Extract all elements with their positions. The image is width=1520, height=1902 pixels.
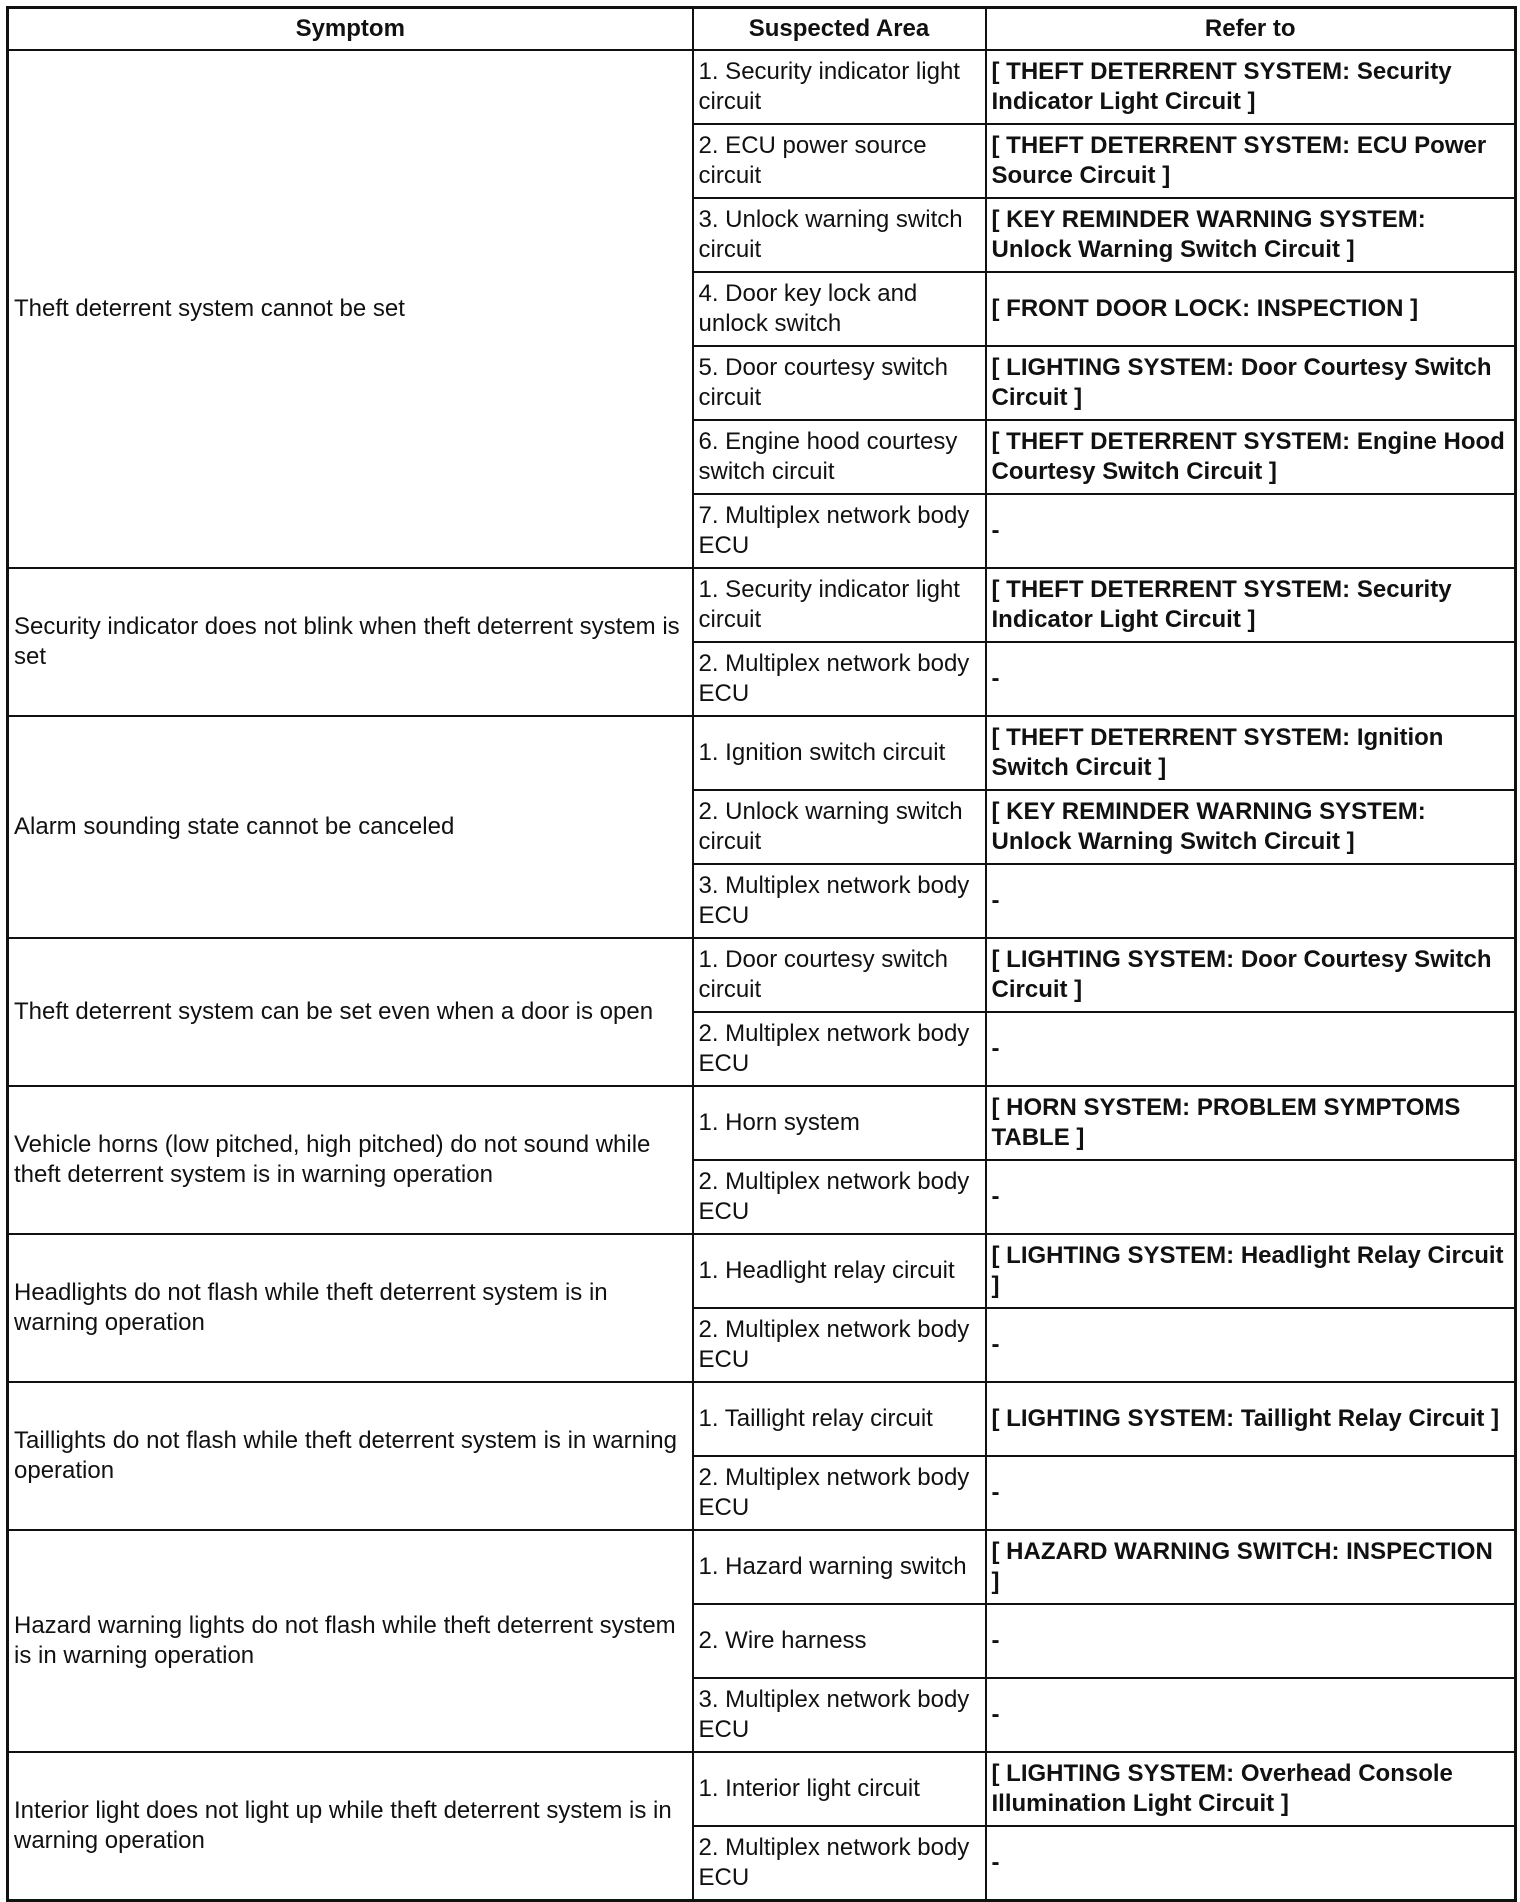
table-row <box>8 938 1516 1012</box>
refer-to-cell: - <box>986 1604 1516 1678</box>
refer-to-cell: [ THEFT DETERRENT SYSTEM: Engine Hood Courtesy Switch Circuit ] <box>986 420 1516 494</box>
symptom-cell: Security indicator does not blink when theft deterrent system is set <box>8 568 693 716</box>
refer-to-cell: - <box>986 1160 1516 1234</box>
suspected-area-cell: 2. ECU power source circuit <box>693 124 986 198</box>
suspected-area-cell: 1. Security indicator light circuit <box>693 50 986 124</box>
suspected-area-cell: 1. Interior light circuit <box>693 1752 986 1826</box>
symptom-cell: Headlights do not flash while theft deterrent system is in warning operation <box>8 1234 693 1382</box>
refer-to-cell: [ LIGHTING SYSTEM: Overhead Console Illumination Light Circuit ] <box>986 1752 1516 1826</box>
refer-to-cell: - <box>986 1012 1516 1086</box>
suspected-area-cell: 1. Ignition switch circuit <box>693 716 986 790</box>
suspected-area-cell: 1. Horn system <box>693 1086 986 1160</box>
suspected-area-cell: 7. Multiplex network body ECU <box>693 494 986 568</box>
suspected-area-cell: 2. Multiplex network body ECU <box>693 1308 986 1382</box>
suspected-area-cell: 2. Unlock warning switch circuit <box>693 790 986 864</box>
refer-to-cell: [ THEFT DETERRENT SYSTEM: Security Indicator Light Circuit ] <box>986 50 1516 124</box>
refer-to-cell: - <box>986 494 1516 568</box>
refer-to-cell: - <box>986 1678 1516 1752</box>
suspected-area-cell: 2. Wire harness <box>693 1604 986 1678</box>
header-row <box>8 8 1516 51</box>
table-row <box>8 1086 1516 1160</box>
symptom-cell: Hazard warning lights do not flash while theft deterrent system is in warning operation <box>8 1530 693 1752</box>
table-row <box>8 50 1516 124</box>
suspected-area-cell: 1. Security indicator light circuit <box>693 568 986 642</box>
symptom-cell: Taillights do not flash while theft deterrent system is in warning operation <box>8 1382 693 1530</box>
suspected-area-cell: 1. Taillight relay circuit <box>693 1382 986 1456</box>
table-row <box>8 568 1516 642</box>
symptom-cell: Theft deterrent system can be set even when a door is open <box>8 938 693 1086</box>
refer-to-cell: - <box>986 1456 1516 1530</box>
suspected-area-cell: 3. Multiplex network body ECU <box>693 1678 986 1752</box>
refer-to-cell: - <box>986 864 1516 938</box>
refer-to-cell: [ LIGHTING SYSTEM: Taillight Relay Circuit ] <box>986 1382 1516 1456</box>
suspected-area-cell: 5. Door courtesy switch circuit <box>693 346 986 420</box>
suspected-area-cell: 1. Headlight relay circuit <box>693 1234 986 1308</box>
refer-to-cell: [ LIGHTING SYSTEM: Door Courtesy Switch Circuit ] <box>986 938 1516 1012</box>
symptom-cell: Theft deterrent system cannot be set <box>8 50 693 568</box>
refer-to-cell: [ THEFT DETERRENT SYSTEM: Ignition Switch Circuit ] <box>986 716 1516 790</box>
table-body <box>8 50 1516 1901</box>
refer-to-cell: [ HAZARD WARNING SWITCH: INSPECTION ] <box>986 1530 1516 1604</box>
refer-to-cell: [ THEFT DETERRENT SYSTEM: ECU Power Source Circuit ] <box>986 124 1516 198</box>
suspected-area-cell: 6. Engine hood courtesy switch circuit <box>693 420 986 494</box>
refer-to-cell: - <box>986 1826 1516 1901</box>
suspected-area-cell: 1. Door courtesy switch circuit <box>693 938 986 1012</box>
suspected-area-cell: 3. Unlock warning switch circuit <box>693 198 986 272</box>
suspected-area-cell: 2. Multiplex network body ECU <box>693 642 986 716</box>
refer-to-cell: [ THEFT DETERRENT SYSTEM: Security Indicator Light Circuit ] <box>986 568 1516 642</box>
suspected-area-cell: 4. Door key lock and unlock switch <box>693 272 986 346</box>
refer-to-cell: [ LIGHTING SYSTEM: Door Courtesy Switch Circuit ] <box>986 346 1516 420</box>
refer-to-cell: [ KEY REMINDER WARNING SYSTEM: Unlock Warning Switch Circuit ] <box>986 790 1516 864</box>
suspected-area-cell: 2. Multiplex network body ECU <box>693 1456 986 1530</box>
header-refer-to: Refer to <box>986 8 1516 51</box>
refer-to-cell: [ HORN SYSTEM: PROBLEM SYMPTOMS TABLE ] <box>986 1086 1516 1160</box>
refer-to-cell: [ KEY REMINDER WARNING SYSTEM: Unlock Warning Switch Circuit ] <box>986 198 1516 272</box>
header-symptom: Symptom <box>8 8 693 51</box>
refer-to-cell: [ LIGHTING SYSTEM: Headlight Relay Circuit ] <box>986 1234 1516 1308</box>
refer-to-cell: - <box>986 1308 1516 1382</box>
table-row <box>8 1234 1516 1308</box>
suspected-area-cell: 3. Multiplex network body ECU <box>693 864 986 938</box>
table-row <box>8 1530 1516 1604</box>
table-row <box>8 1752 1516 1826</box>
symptom-cell: Interior light does not light up while theft deterrent system is in warning operation <box>8 1752 693 1901</box>
suspected-area-cell: 2. Multiplex network body ECU <box>693 1012 986 1086</box>
symptom-cell: Vehicle horns (low pitched, high pitched) do not sound while theft deterrent system is in warning operation <box>8 1086 693 1234</box>
table-row <box>8 1382 1516 1456</box>
header-suspected-area: Suspected Area <box>693 8 986 51</box>
suspected-area-cell: 2. Multiplex network body ECU <box>693 1160 986 1234</box>
refer-to-cell: - <box>986 642 1516 716</box>
table-row <box>8 716 1516 790</box>
symptom-cell: Alarm sounding state cannot be canceled <box>8 716 693 938</box>
suspected-area-cell: 2. Multiplex network body ECU <box>693 1826 986 1901</box>
refer-to-cell: [ FRONT DOOR LOCK: INSPECTION ] <box>986 272 1516 346</box>
suspected-area-cell: 1. Hazard warning switch <box>693 1530 986 1604</box>
problem-symptoms-table <box>6 6 1517 1902</box>
